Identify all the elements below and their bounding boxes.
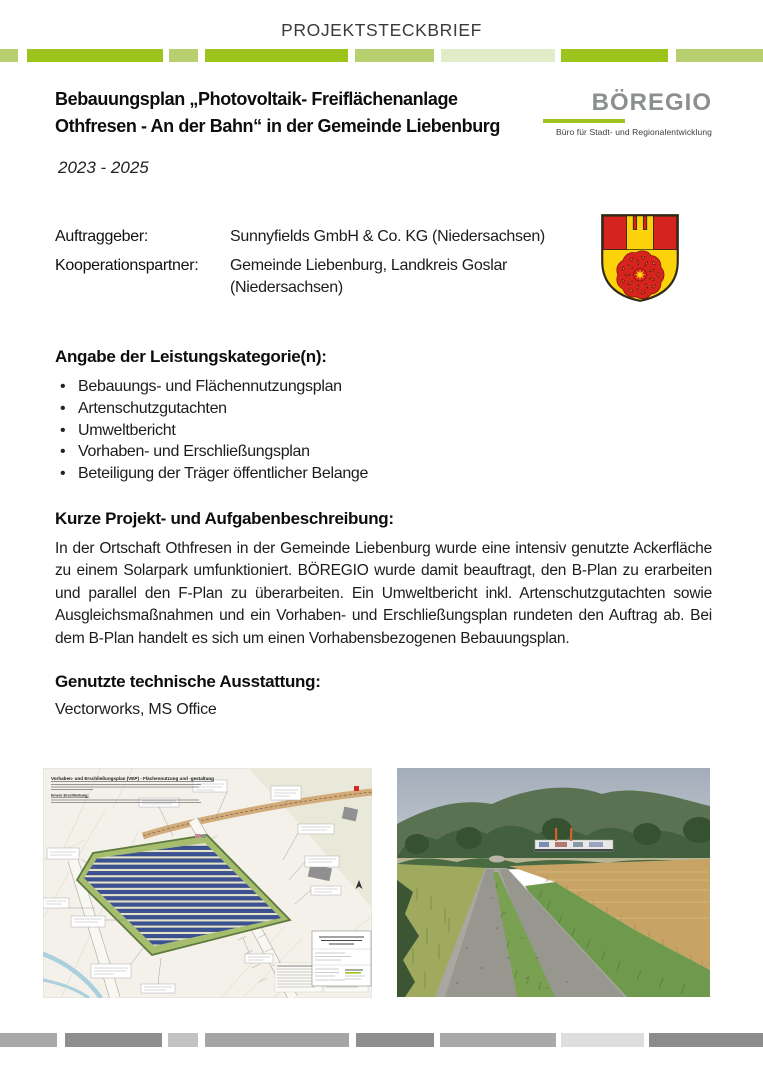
bar-segment [169,49,198,62]
title-block [312,931,371,986]
decorative-top-bar [0,49,763,62]
bar-segment [440,1033,556,1047]
project-period: 2023 - 2025 [58,158,149,177]
category-item: • Artenschutzgutachten [55,398,368,420]
substation [195,834,201,838]
site-plan-figure [43,768,372,998]
center-star [635,269,646,280]
categories-heading: Angabe der Leistungskategorie(n): [55,347,327,366]
bar-segment [676,49,763,62]
category-item: • Vorhaben- und Erschließungsplan [55,441,368,463]
bar-segment [65,1033,162,1047]
bar-segment [168,1033,198,1047]
page-title: PROJEKTSTECKBRIEF [281,20,482,40]
mini-boeregio-rule [345,972,361,974]
bar-segment [355,49,434,62]
description-text: In der Ortschaft Othfresen in der Gemeinde Liebenburg wurde eine intensiv genutzte Ackerfläche zu einem Solarpark umfunktioniert. BÖREGIO wurde damit beauftragt, den B-Plan zu erarbeiten und parallel den F-Plan zu überarbeiten. Ein Umweltbericht inkl. Artenschutzgutachten sowie Ausgleichsmaßnahmen und ein Vorhaben- und Erschließungsplan rundeten den Auftrag ab. Bei dem B-Plan handelt es sich um einen Vorhabensbezogenen Bebauungsplan. [55,540,712,647]
boeregio-logo [540,90,712,137]
boeregio-wordmark: BÖREGIO [591,89,712,116]
project-title [55,86,600,140]
description-heading: Kurze Projekt- und Aufgabenbeschreibung: [55,509,394,528]
signal-post [555,828,557,841]
bar-segment [0,49,18,62]
substation-2 [202,834,206,838]
partner-value: Gemeinde Liebenburg, Landkreis Goslar (Niedersachsen) [230,257,508,296]
client-value: Sunnyfields GmbH & Co. KG (Niedersachsen) [230,228,545,245]
bar-segment [561,1033,644,1047]
categories-list [55,376,368,485]
equipment-heading: Genutzte technische Ausstattung: [55,672,321,691]
client-label: Auftraggeber: [55,228,149,245]
decorative-bottom-bar [0,1033,763,1047]
bar-segment [441,49,555,62]
gravel-pile [489,856,505,863]
plan-subheading: Innere Erschließung: [51,793,89,798]
partner-label: Kooperationspartner: [55,257,199,274]
bar-segment [0,1033,57,1047]
bar-segment [205,1033,349,1047]
plan-title: Vorhaben- und Erschließungsplan (VEP) - Flächennutzung und -gestaltung [51,776,214,781]
bar-segment [205,49,348,62]
bar-segment [27,49,163,62]
bar-segment [561,49,669,62]
signal-post [570,828,572,841]
project-title-line1: Bebauungsplan „Photovoltaik- Freiflächenanlage [55,89,458,109]
category-item: • Umweltbericht [55,420,368,442]
parties-table [55,226,560,299]
liebenburg-coat-of-arms [597,211,683,305]
logo-green-rule [543,119,625,123]
boeregio-tagline: Büro für Stadt- und Regionalentwicklung [555,127,712,137]
station-marker [354,786,359,791]
category-item: • Beteiligung der Träger öffentlicher Belange [55,463,368,485]
category-item: • Bebauungs- und Flächennutzungsplan [55,376,368,398]
equipment-value: Vectorworks, MS Office [55,701,217,718]
project-title-line2: Othfresen - An der Bahn“ in der Gemeinde Liebenburg [55,116,500,136]
bar-segment [649,1033,763,1047]
site-photo-figure [397,768,710,997]
bar-segment [356,1033,434,1047]
